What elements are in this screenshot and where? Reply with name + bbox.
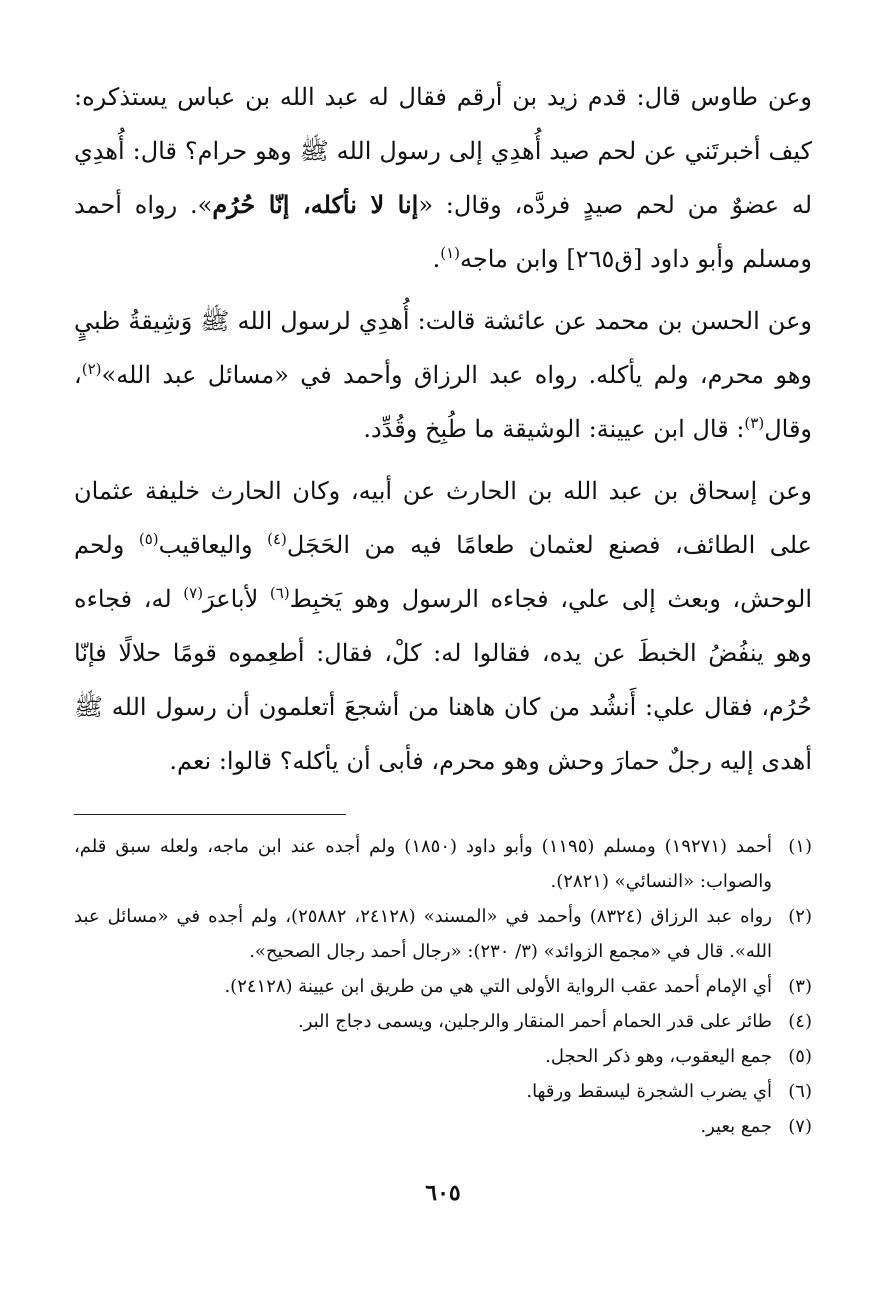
paragraph-text: لأباعرَ	[203, 585, 270, 613]
paragraph-text: واليعاقيب	[158, 531, 268, 559]
footnote-ref-4[interactable]: (٤)	[267, 530, 287, 548]
paragraph-text: .	[432, 245, 441, 273]
footnote-number: (٢)	[788, 906, 812, 927]
footnote-divider	[74, 814, 346, 815]
footnote-number: (٣)	[788, 976, 812, 997]
footnote-number: (٧)	[788, 1116, 812, 1137]
footnote-7	[74, 1109, 812, 1144]
page-number: ٦٠٥	[425, 1180, 461, 1206]
footnote-text: رواه عبد الرزاق (٨٣٢٤) وأحمد في «المسند» (٢٤١٢٨، ٢٥٨٨٢)، ولم أجده في «مسائل عبد الله». قال في «مجمع الزوائد» (٣/ ٢٣٠): «رجال أحمد رجال الصحيح».	[74, 906, 772, 962]
paragraph-text: : قال ابن عيينة: الوشيقة ما طُبِخ وقُدِّد.	[363, 415, 745, 443]
body-paragraph-2	[74, 294, 812, 456]
footnote-ref-6[interactable]: (٦)	[269, 584, 290, 602]
footnote-4	[74, 1004, 812, 1039]
footnote-text: جمع بعير.	[700, 1116, 772, 1137]
footnote-ref-5[interactable]: (٥)	[138, 530, 159, 548]
footnote-divider-wrap	[74, 796, 812, 829]
footnote-text: جمع اليعقوب، وهو ذكر الحجل.	[545, 1046, 772, 1067]
paragraph-text: وعن إسحاق بن عبد الله بن الحارث عن أبيه، وكان الحارث خليفة عثمان على الطائف، فصنع لعثمان طعامًا فيه من الحَجَل	[74, 477, 812, 559]
footnotes	[74, 829, 812, 1144]
footnote-text: أحمد (١٩٢٧١) ومسلم (١١٩٥) وأبو داود (١٨٥٠) ولم أجده عند ابن ماجه، ولعله سبق قلم، والصواب: «النسائي» (٢٨٢١).	[74, 836, 772, 892]
paragraph-text: ، وقال	[74, 361, 812, 443]
footnote-number: (٦)	[788, 1081, 812, 1102]
footnote-ref-3[interactable]: (٣)	[744, 414, 765, 432]
footnote-5	[74, 1039, 812, 1074]
footnote-text: أي الإمام أحمد عقب الرواية الأولى التي هي من طريق ابن عيينة (٢٤١٢٨).	[224, 976, 772, 997]
paragraph-text: وعن الحسن بن محمد عن عائشة قالت: أُهدِي لرسول الله ﷺ وَشِيقةُ ظبيٍ وهو محرم، ولم يأكله. رواه عبد الرزاق وأحمد في «مسائل عبد الله»	[74, 307, 812, 389]
footnote-2	[74, 899, 812, 969]
paragraph-text: ولحم الوحش، وبعث إلى علي، فجاءه الرسول وهو يَخبِط	[74, 531, 812, 613]
footnote-number: (١)	[788, 836, 812, 857]
body-paragraph-1	[74, 70, 812, 286]
paragraph-text: ». رواه أحمد ومسلم وأبو داود [ق٢٦٥] وابن ماجه	[74, 191, 812, 273]
footnote-ref-7[interactable]: (٧)	[183, 584, 204, 602]
footnote-1	[74, 829, 812, 899]
footnote-6	[74, 1074, 812, 1109]
footnote-number: (٥)	[788, 1046, 812, 1067]
footnote-3	[74, 969, 812, 1004]
footnote-text: أي يضرب الشجرة ليسقط ورقها.	[526, 1081, 772, 1102]
footnote-ref-1[interactable]: (١)	[440, 244, 460, 262]
footnote-number: (٤)	[788, 1011, 812, 1032]
hadith-quote: إنا لا نأكله، إنّا حُرُم	[212, 190, 419, 219]
paragraph-text: وعن طاوس قال: قدم زيد بن أرقم فقال له عبد الله بن عباس يستذكره: كيف أخبرتَني عن لحم صيد أُهدِي إلى رسول الله ﷺ وهو حرام؟ قال: أُهدِي له عضوٌ من لحم صيدٍ فردَّه، وقال: «	[74, 83, 813, 219]
paragraph-text: له، فجاءه وهو ينفُضُ الخبطَ عن يده، فقالوا له: كلْ، فقال: أطعِموه قومًا حلالًا فإنّا حُرُم، فقال علي: أَنشُد من كان هاهنا من أشجعَ أتعلمون أن رسول الله ﷺ أهدى إليه رجلٌ حمارَ وحش وهو محرم، فأبى أن يأكله؟ قالوا: نعم.	[74, 585, 812, 775]
footnote-text: طائر على قدر الحمام أحمر المنقار والرجلين، ويسمى دجاج البر.	[297, 1011, 772, 1032]
body-paragraph-3	[74, 464, 812, 788]
book-page	[74, 70, 812, 1260]
footnote-ref-2[interactable]: (٢)	[81, 360, 102, 378]
